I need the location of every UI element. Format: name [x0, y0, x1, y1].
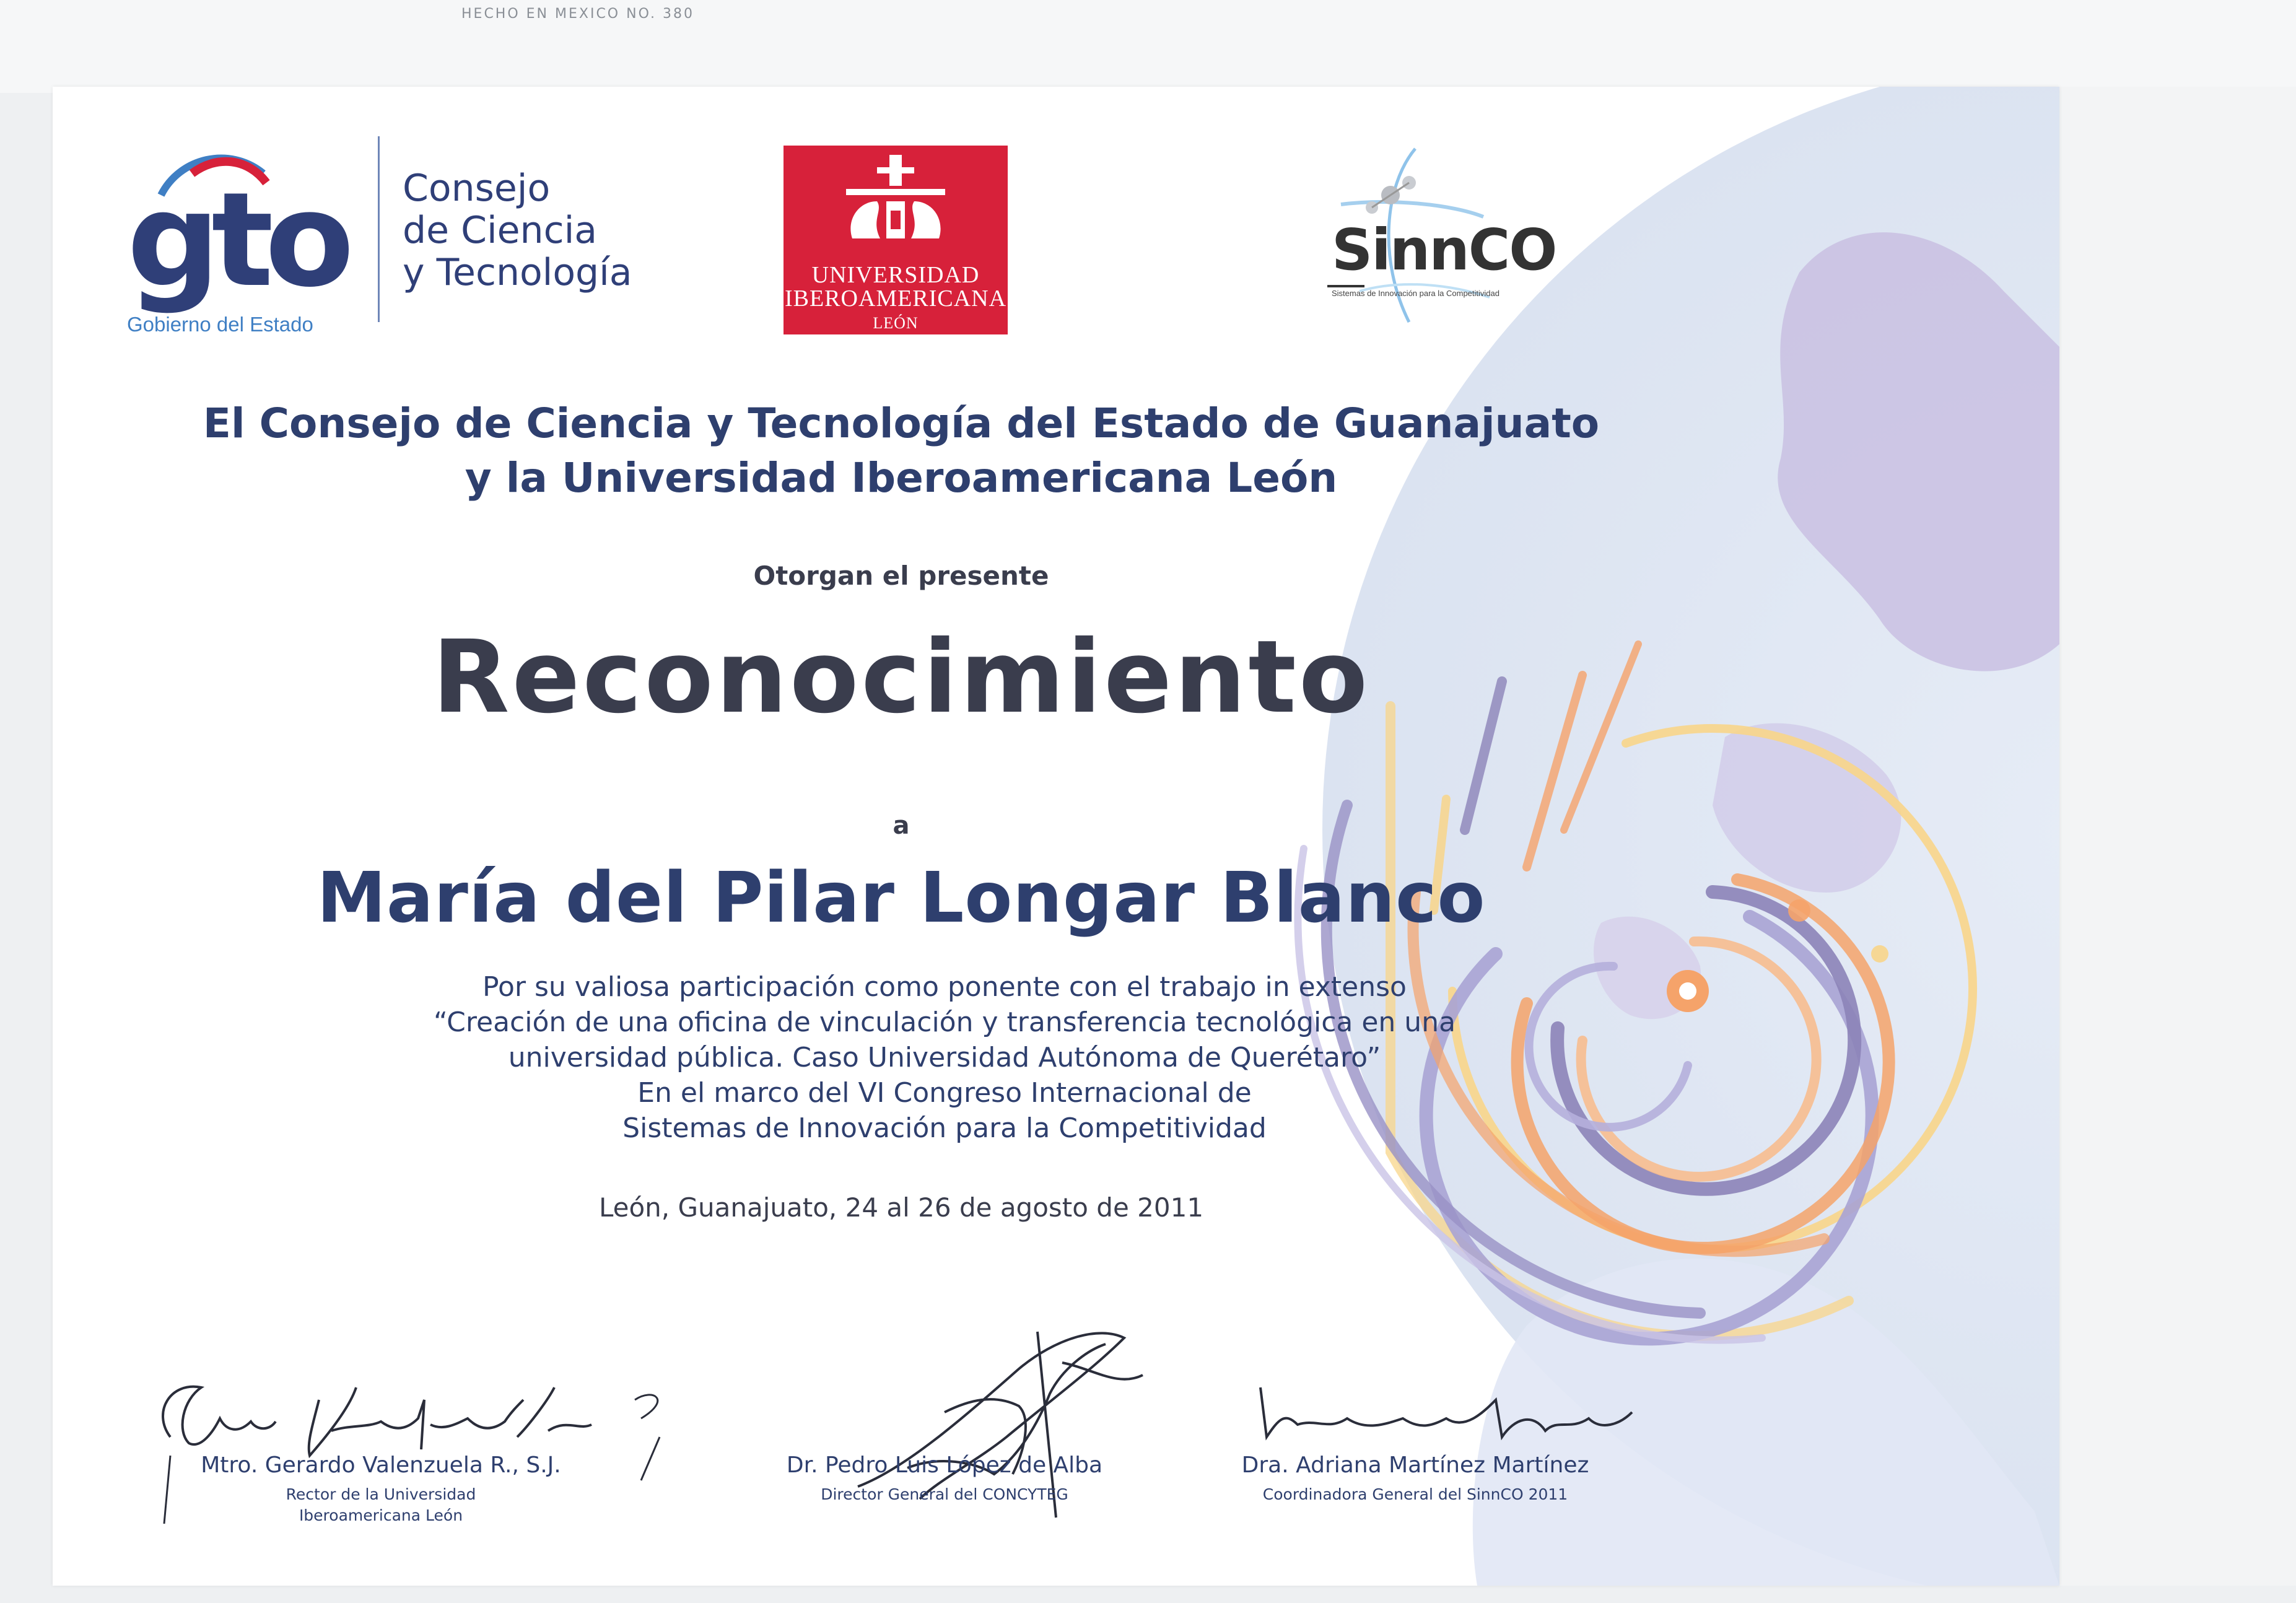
ibero-line-3: LEÓN	[873, 314, 919, 332]
signature-block-3	[1180, 1452, 1651, 1505]
paper-stamp-text: HECHO EN MEXICO NO. 380	[461, 6, 694, 22]
consejo-line-3: y Tecnología	[403, 251, 632, 294]
grant-text: Otorgan el presente	[753, 561, 1049, 591]
signature-block-1	[164, 1452, 598, 1526]
signature-1-name: Mtro. Gerardo Valenzuela R., S.J.	[201, 1452, 561, 1478]
body-line-1: Por su valiosa participación como ponente con el trabajo in extenso	[482, 971, 1407, 1003]
gto-logo	[127, 146, 346, 350]
heading-line-2: y la Universidad Iberoamericana León	[465, 454, 1338, 502]
signature-3-name: Dra. Adriana Martínez Martínez	[1241, 1452, 1589, 1478]
sinnco-subtitle: Sistemas de Innovación para la Competitividad	[1332, 289, 1499, 298]
certificate-sheet	[53, 87, 2059, 1586]
signature-block-2	[703, 1452, 1186, 1505]
consejo-logo	[403, 167, 632, 294]
sinnco-wordmark: SinnCO	[1332, 217, 1556, 283]
sinnco-logo	[1267, 136, 1564, 334]
scan-right-margin	[2059, 87, 2296, 1586]
body-line-5: Sistemas de Innovación para la Competitividad	[622, 1112, 1267, 1144]
scan-top-strip	[0, 0, 2296, 93]
gto-subtitle: Gobierno del Estado	[127, 313, 313, 336]
ibero-line-1: UNIVERSIDAD	[811, 262, 980, 288]
consejo-line-2: de Ciencia	[403, 209, 598, 252]
ibero-logo	[784, 146, 1008, 334]
signature-2-name: Dr. Pedro Luis López de Alba	[786, 1452, 1103, 1478]
consejo-line-1: Consejo	[403, 167, 551, 210]
signature-3-handwriting	[1248, 1363, 1644, 1462]
body-line-4: En el marco del VI Congreso Internacional de	[637, 1077, 1252, 1109]
recipient-name: María del Pilar Longar Blanco	[316, 858, 1486, 938]
heading-line-1: El Consejo de Ciencia y Tecnología del Estado de Guanajuato	[203, 400, 1600, 447]
certificate-body	[146, 969, 1744, 1146]
ibero-emblem-icon	[834, 152, 958, 251]
body-line-2: “Creación de una oficina de vinculación y transferencia tecnológica en una	[433, 1007, 1456, 1038]
body-line-3: universidad pública. Caso Universidad Autónoma de Querétaro”	[508, 1042, 1381, 1073]
logo-divider	[378, 136, 380, 322]
signature-3-title-line-1: Coordinadora General del SinnCO 2011	[1262, 1485, 1568, 1503]
signature-2-title-line-1: Director General del CONCYTEG	[821, 1485, 1068, 1503]
gto-wordmark: gto	[127, 164, 346, 316]
ibero-line-2: IBEROAMERICANA	[784, 286, 1007, 312]
signature-1-title-line-2: Iberoamericana León	[299, 1506, 463, 1524]
sinnco-underline	[1327, 285, 1364, 287]
to-word: a	[893, 811, 910, 840]
signature-1-title-line-1: Rector de la Universidad	[286, 1485, 476, 1503]
certificate-heading	[102, 396, 1700, 505]
date-place: León, Guanajuato, 24 al 26 de agosto de 2011	[598, 1192, 1204, 1223]
certificate-title: Reconocimiento	[432, 619, 1371, 736]
